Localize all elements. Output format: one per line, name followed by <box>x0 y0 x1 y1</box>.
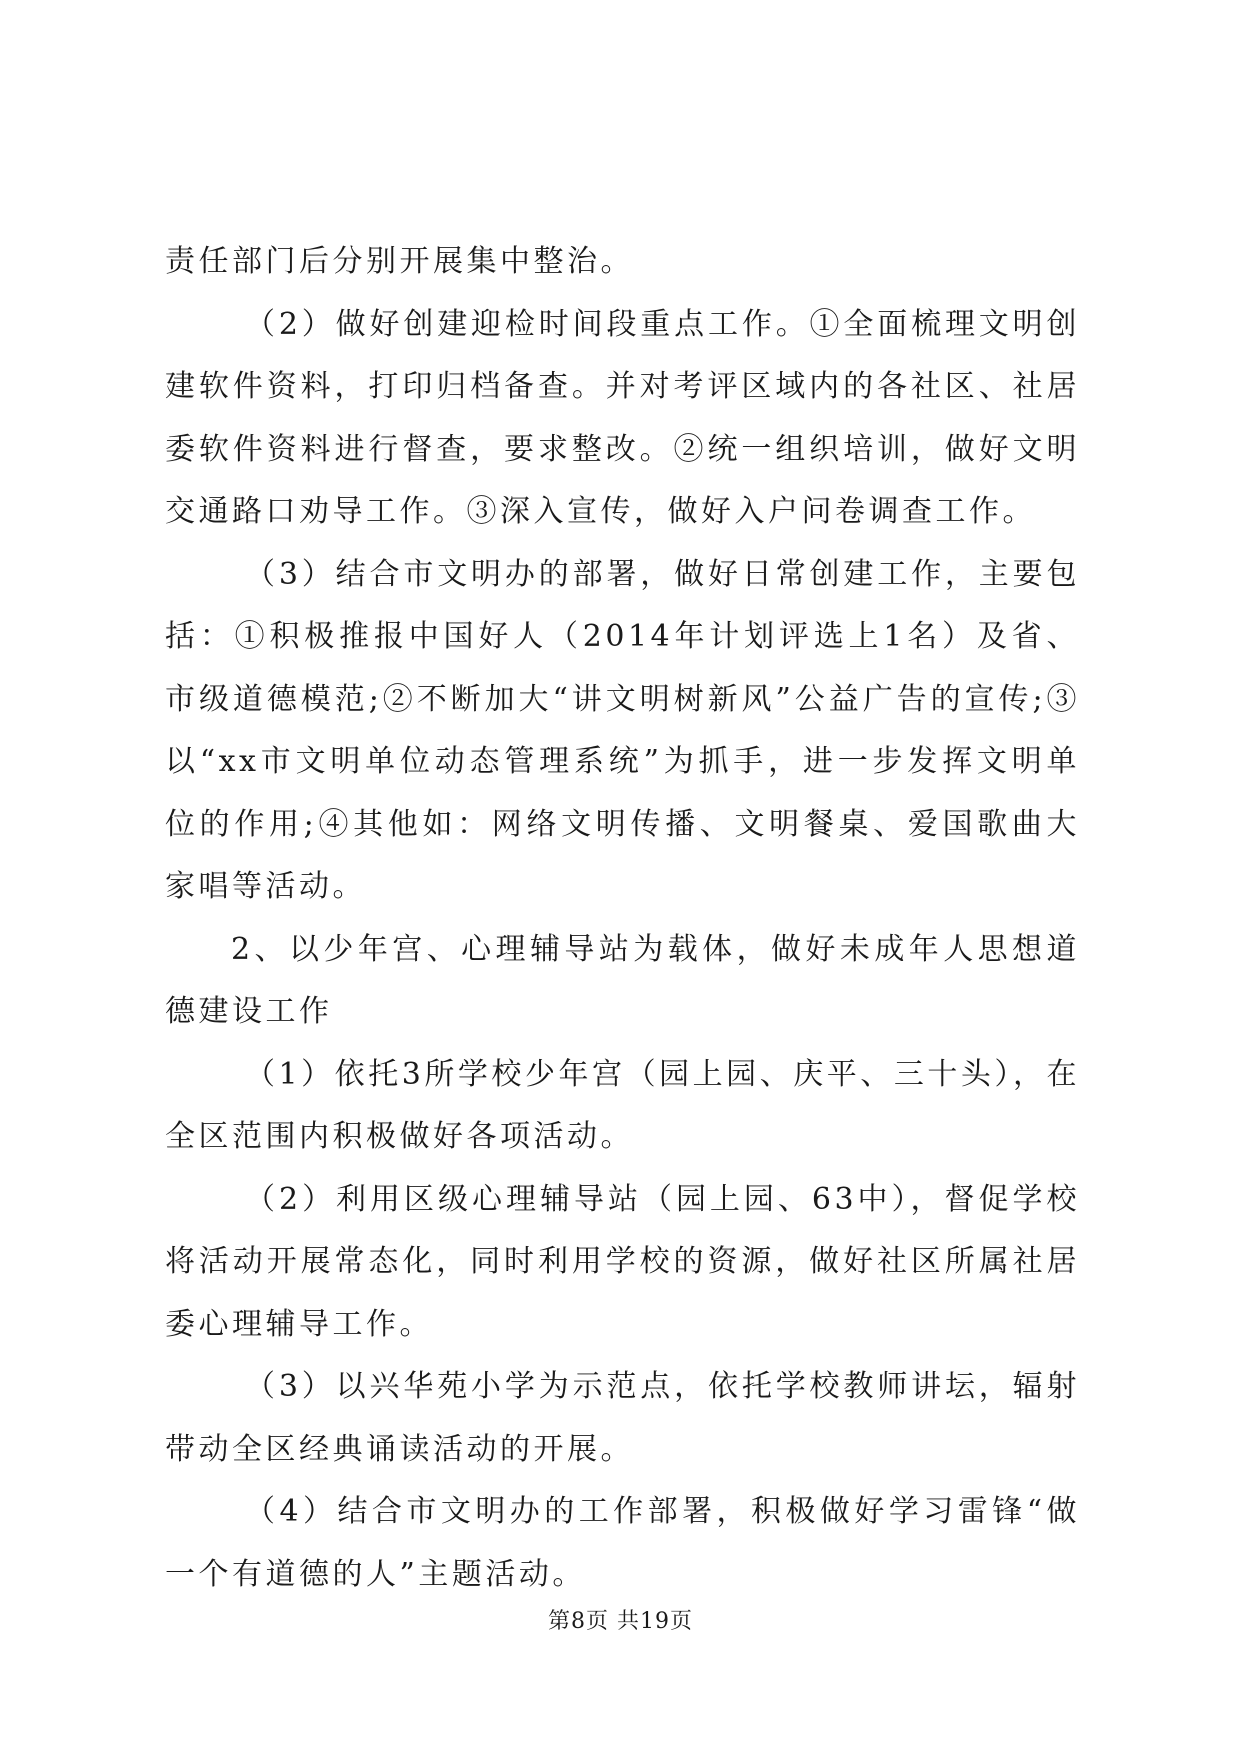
paragraph-subitem-1: （1）依托3所学校少年宫（园上园、庆平、三十头），在全区范围内积极做好各项活动。 <box>165 1056 1080 1154</box>
paragraph-subitem-4: （4）结合市文明办的工作部署，积极做好学习雷锋“做一个有道德的人”主题活动。 <box>165 1494 1080 1592</box>
paragraph-item-2: （2）做好创建迎检时间段重点工作。①全面梳理文明创建软件资料，打印归档备查。并对考评区域内的各社区、社居委软件资料进行督查，要求整改。②统一组织培训，做好文明交通路口劝导工作。③深入宣传，做好入户问卷调查工作。 <box>165 306 1080 529</box>
page-number-footer: 第8页 共19页 <box>548 1609 693 1634</box>
paragraph-subitem-2: （2）利用区级心理辅导站（园上园、63中），督促学校将活动开展常态化，同时利用学校的资源，做好社区所属社居委心理辅导工作。 <box>165 1181 1080 1342</box>
section-heading-2: 2、以少年宫、心理辅导站为载体，做好未成年人思想道德建设工作 <box>165 931 1080 1029</box>
paragraph-item-3: （3）结合市文明办的部署，做好日常创建工作，主要包括：①积极推报中国好人（2014年计划评选上1名）及省、市级道德模范;②不断加大“讲文明树新风”公益广告的宣传;③以“xx市文明单位动态管理系统”为抓手，进一步发挥文明单位的作用;④其他如：网络文明传播、文明餐桌、爱国歌曲大家唱等活动。 <box>165 556 1080 904</box>
document-body <box>165 231 1080 1606</box>
paragraph-subitem-3: （3）以兴华苑小学为示范点，依托学校教师讲坛，辐射带动全区经典诵读活动的开展。 <box>165 1369 1080 1467</box>
paragraph-continuation: 责任部门后分别开展集中整治。 <box>165 244 634 279</box>
